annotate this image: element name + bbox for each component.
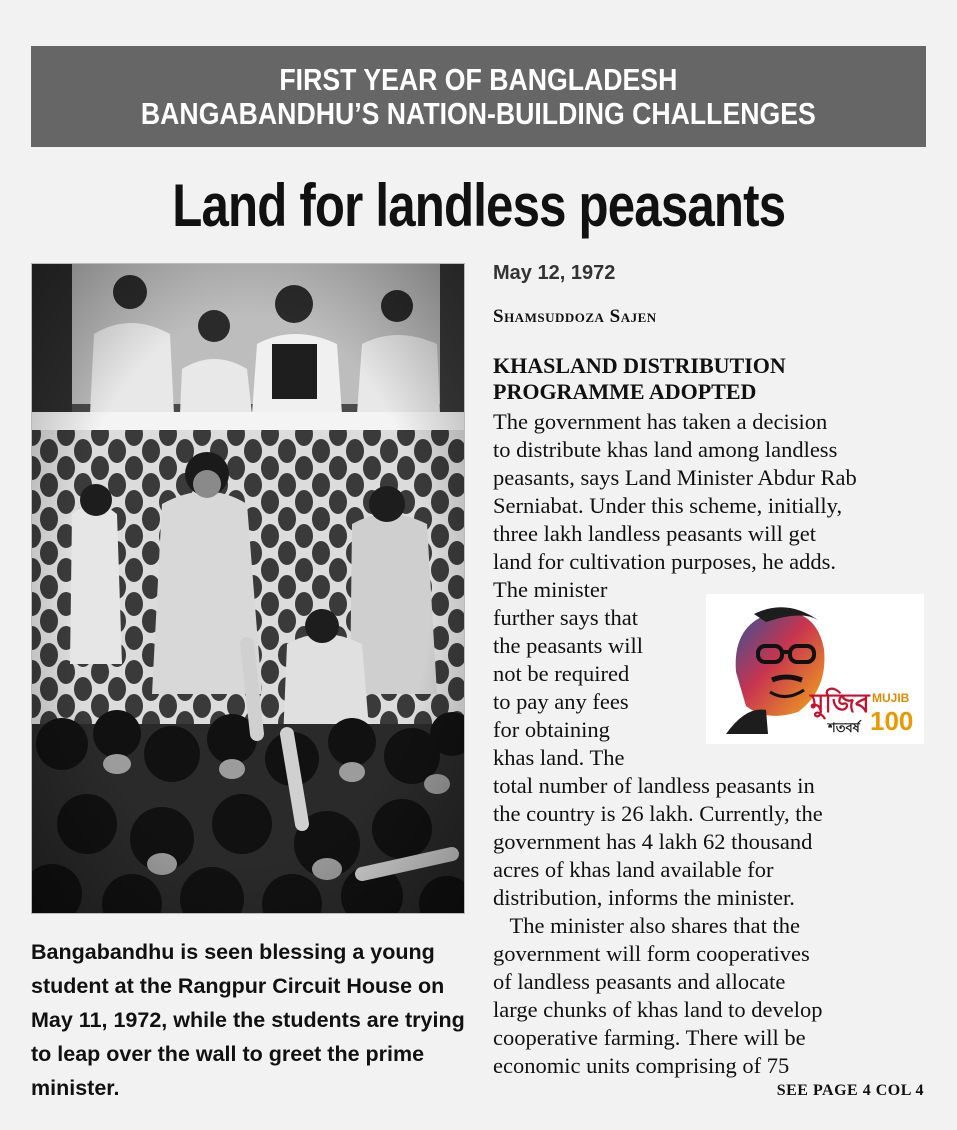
news-photo xyxy=(31,263,465,914)
body-line: government has 4 lakh 62 thousand xyxy=(493,829,813,854)
body-line: The minister also shares that the xyxy=(493,913,801,938)
body-line: economic units comprising of 75 xyxy=(493,1053,790,1078)
subhead-line-2: PROGRAMME ADOPTED xyxy=(493,379,757,404)
body-line: cooperative farming. There will be xyxy=(493,1025,806,1050)
body-line: government will form cooperatives xyxy=(493,941,810,966)
headline-text: Land for landless peasants xyxy=(171,172,786,239)
article-body-top xyxy=(493,408,933,576)
body-line: khas land. The xyxy=(493,745,625,770)
body-line: further says that xyxy=(493,605,638,630)
body-line: distribution, informs the minister. xyxy=(493,885,795,910)
article-subhead xyxy=(493,353,923,405)
body-line: not be required xyxy=(493,661,630,686)
section-banner xyxy=(31,46,926,147)
body-line: total number of landless peasants in xyxy=(493,773,815,798)
article-byline: Shamsuddoza Sajen xyxy=(493,306,657,327)
body-line: the peasants will xyxy=(493,633,643,658)
body-line: for obtaining xyxy=(493,717,610,742)
banner-line-2: BANGABANDHU’S NATION-BUILDING CHALLENGES xyxy=(141,95,816,131)
article-body-bottom xyxy=(493,772,933,1080)
logo-bengali: মুজিব xyxy=(810,689,870,719)
logo-bengali-sub: শতবর্ষ xyxy=(828,721,860,736)
logo-number: 100 xyxy=(870,706,914,736)
body-line: The minister xyxy=(493,577,608,602)
body-line: three lakh landless peasants will get xyxy=(493,521,817,546)
body-line: peasants, says Land Minister Abdur Rab xyxy=(493,465,857,490)
body-line: of landless peasants and allocate xyxy=(493,969,786,994)
photo-caption: Bangabandhu is seen blessing a young student at the Rangpur Circuit House on May 11, 1972, while the students are trying to leap over the wall to greet the prime minister. xyxy=(31,940,465,1100)
article-body-wrap xyxy=(493,576,698,772)
body-line: large chunks of khas land to develop xyxy=(493,997,823,1022)
body-line: to pay any fees xyxy=(493,689,629,714)
logo-mujib-text: MUJIB xyxy=(872,691,910,705)
article-date: May 12, 1972 xyxy=(493,262,616,284)
subhead-line-1: KHASLAND DISTRIBUTION xyxy=(493,353,786,378)
body-line: to distribute khas land among landless xyxy=(493,437,838,462)
article-headline xyxy=(0,168,957,244)
body-line: Serniabat. Under this scheme, initially, xyxy=(493,493,843,518)
body-line: The government has taken a decision xyxy=(493,409,828,434)
continuation-note: SEE PAGE 4 COL 4 xyxy=(776,1082,924,1099)
mujib-100-logo xyxy=(706,594,924,744)
banner-line-1: FIRST YEAR OF BANGLADESH xyxy=(279,61,678,97)
body-line: acres of khas land available for xyxy=(493,857,774,882)
body-line: land for cultivation purposes, he adds. xyxy=(493,549,837,574)
body-line: the country is 26 lakh. Currently, the xyxy=(493,801,823,826)
